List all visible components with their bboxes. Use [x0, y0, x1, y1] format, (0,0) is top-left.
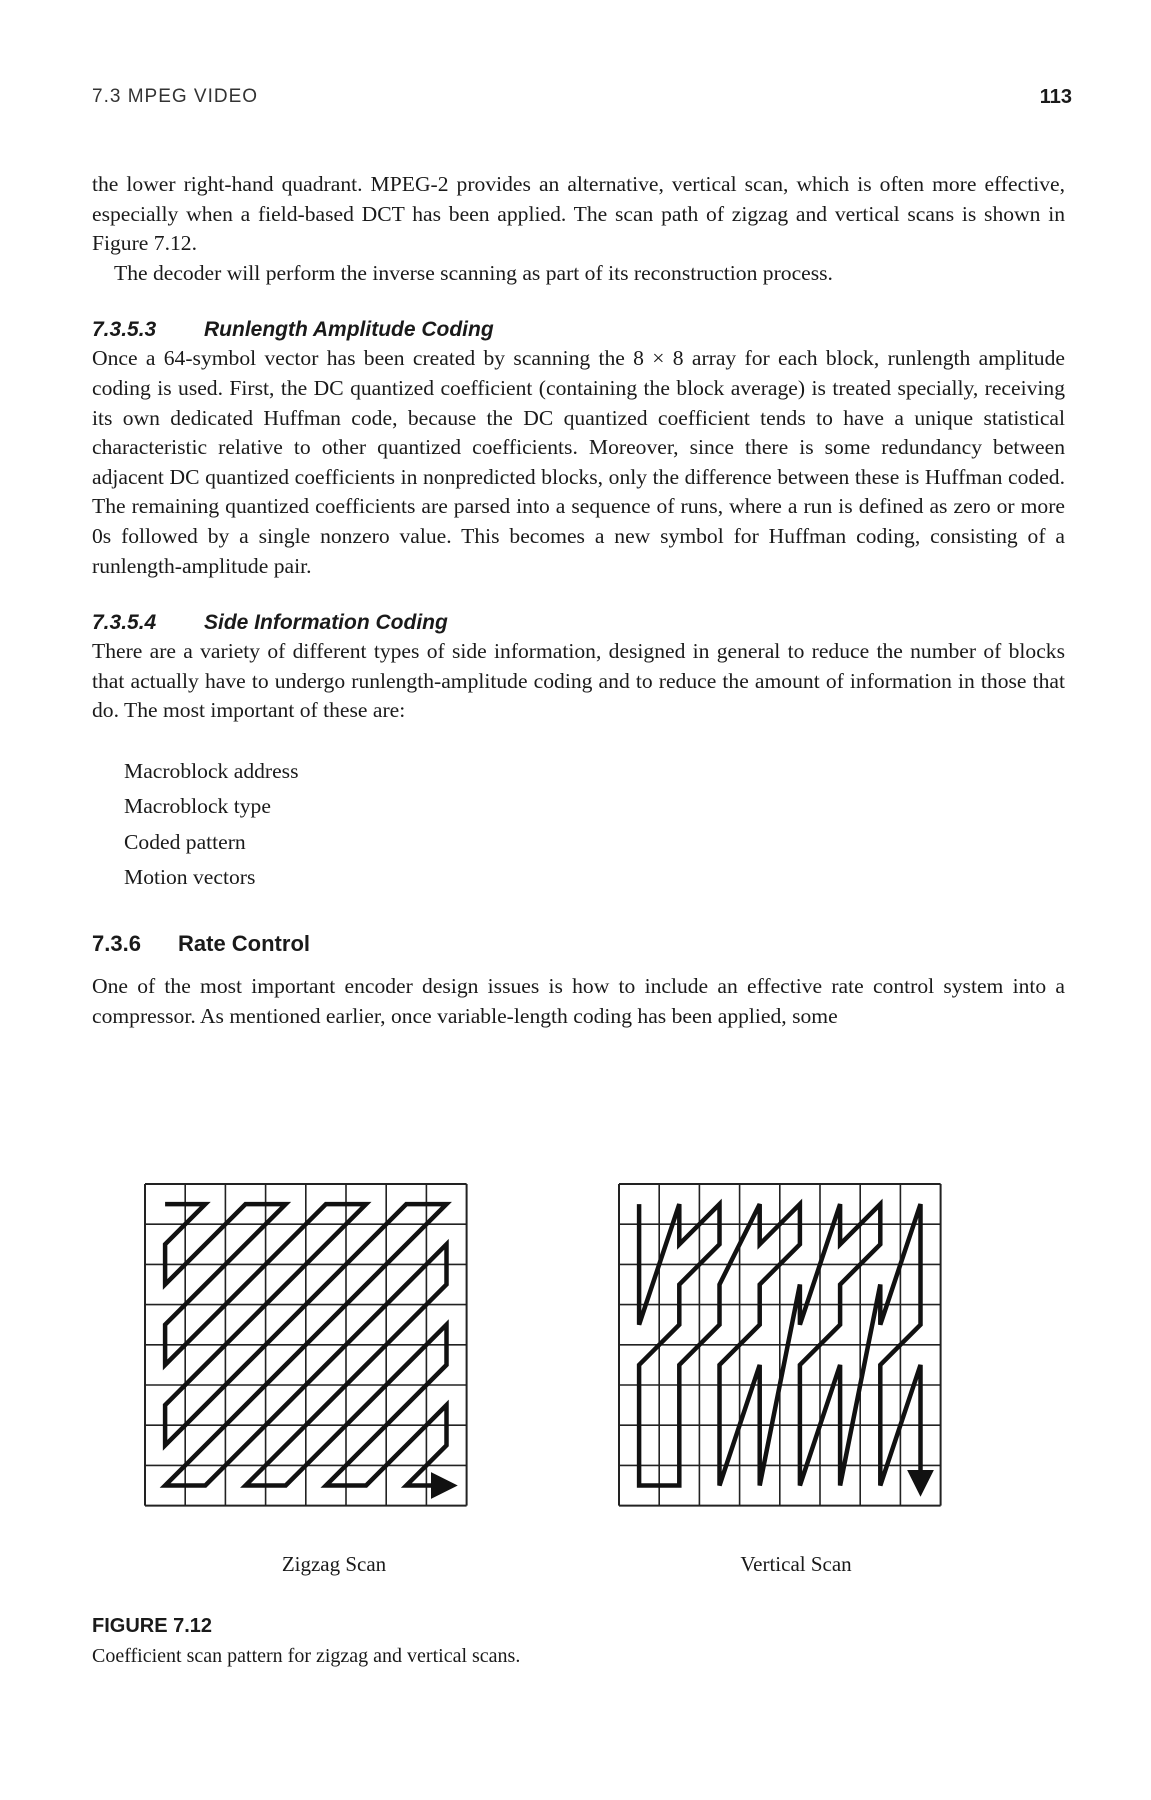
vertical-label: Vertical Scan — [740, 1552, 852, 1576]
figure-caption: Coefficient scan pattern for zigzag and vertical scans. — [92, 1645, 521, 1667]
paragraph: The decoder will perform the inverse scanning as part of its reconstruction process. — [114, 260, 833, 285]
section-title: Rate Control — [178, 930, 310, 956]
list-item: Coded pattern — [124, 829, 246, 854]
paragraph: Once a 64-symbol vector has been created by scanning the 8 × 8 array for each block, runlength amplitude coding is used. First, the DC quantized coefficient (containing the block average) is treated specially, receiving its own dedicated Huffman code, because the DC quantized coefficient tends to have a unique statistical characteristic relative to other quantized coefficients. Moreover, since there is some redundancy between adjacent DC quantized coefficients in nonpredicted blocks, only the difference between these is Huffman coded. The remaining quantized coefficients are parsed into a sequence of runs, where a run is defined as zero or more 0s followed by a single nonzero value. This becomes a new symbol for Huffman coding, consisting of a runlength-amplitude pair. — [92, 346, 1065, 578]
list-item: Macroblock type — [124, 794, 271, 819]
subsection-number: 7.3.5.3 — [92, 318, 157, 342]
section-number: 7.3.6 — [92, 930, 141, 956]
paragraph: There are a variety of different types of side information, designed in general to reduce the number of blocks that actually have to undergo runlength-amplitude coding and to reduce the amount of information in those that do. The most important of these are: — [92, 639, 1065, 723]
figure-caption-heading: FIGURE 7.12 — [92, 1615, 213, 1637]
subsection-number: 7.3.5.4 — [92, 611, 157, 635]
subsection-title: Runlength Amplitude Coding — [204, 318, 494, 342]
vertical-grid — [619, 1184, 941, 1506]
paragraph: the lower right-hand quadrant. MPEG-2 provides an alternative, vertical scan, which is often more effective, especially when a field-based DCT has been applied. The scan path of zigzag and vertical scans is shown in Figure 7.12. — [92, 172, 1065, 256]
running-head: 7.3 MPEG VIDEO — [92, 86, 259, 107]
list-item: Macroblock address — [124, 758, 299, 783]
paragraph: One of the most important encoder design issues is how to include an effective rate control system into a compressor. As mentioned earlier, once variable-length coding has been applied, some — [92, 973, 1065, 1028]
subsection-title: Side Information Coding — [204, 611, 448, 635]
page-number: 113 — [1039, 86, 1072, 108]
list-item: Motion vectors — [124, 865, 256, 890]
zigzag-label: Zigzag Scan — [281, 1552, 387, 1576]
